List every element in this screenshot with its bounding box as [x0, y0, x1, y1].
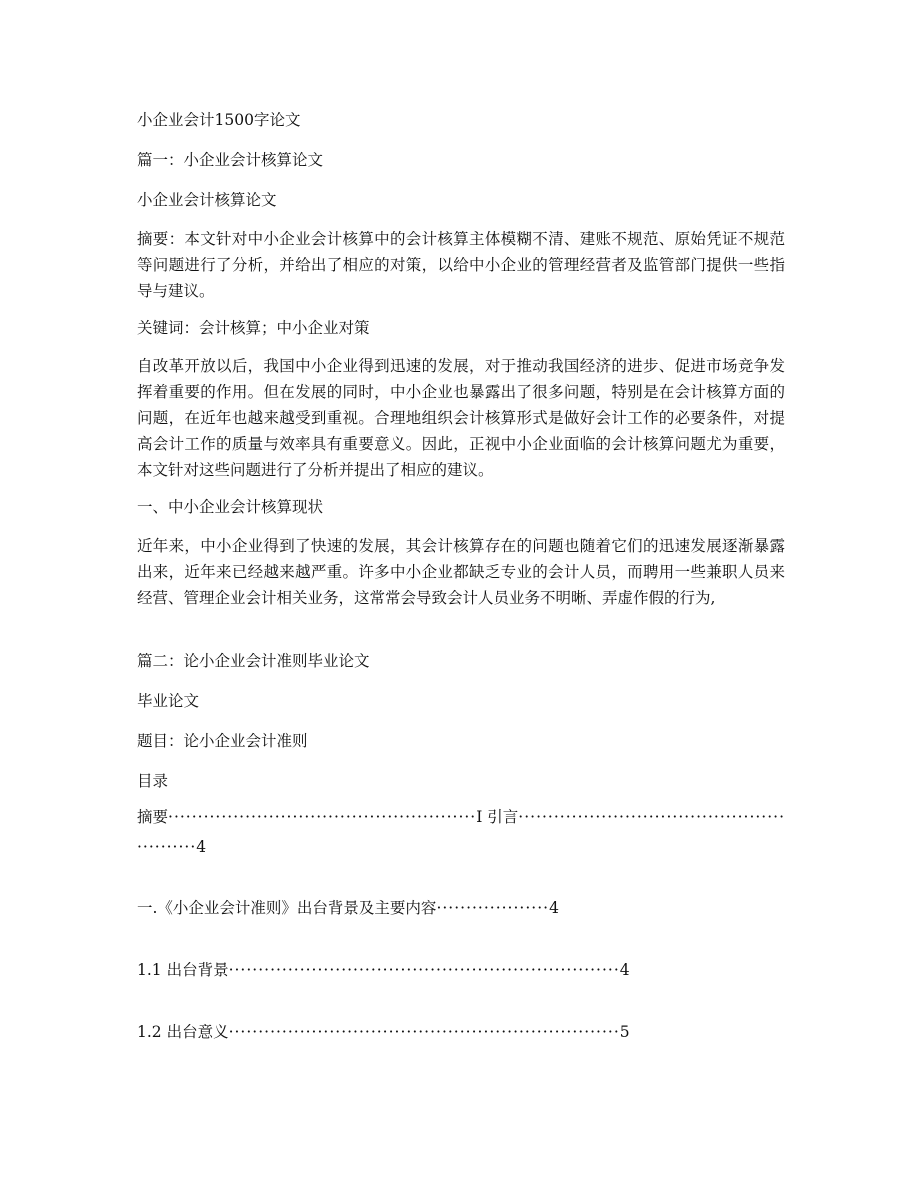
abstract-paragraph: 摘要：本文针对中小企业会计核算中的会计核算主体模糊不清、建账不规范、原始凭证不规范等问题进行了分析，并给出了相应的对策，以给中小企业的管理经营者及监管部门提供一些指导与建议。 [137, 230, 785, 300]
toc-entry-background-content [137, 893, 785, 923]
intro-paragraph: 自改革开放以后，我国中小企业得到迅速的发展，对于推动我国经济的进步、促进市场竞争发挥着重要的作用。但在发展的同时，中小企业也暴露出了很多问题，特别是在会计核算方面的问题，在近年也越来越受到重视。合理地组织会计核算形式是做好会计工作的必要条件，对提高会计工作的质量与效率具有重要意义。因此，正视中小企业面临的会计核算问题尤为重要，本文针对这些问题进行了分析并提出了相应的建议。 [137, 357, 785, 479]
section2-subtitle: 毕业论文 [137, 692, 200, 710]
toc-intro-label: I 引言 [476, 808, 519, 826]
toc-entry-background [137, 955, 785, 985]
toc-entry-significance [137, 1017, 785, 1047]
toc-item2-leader: ·································································· [228, 961, 620, 979]
toc-item1-page: 4 [549, 899, 559, 917]
toc-entry-abstract [137, 802, 785, 862]
toc-item3-leader: ·································································· [228, 1023, 620, 1041]
section1-subtitle: 小企业会计核算论文 [137, 191, 277, 209]
document-title: 小企业会计1500字论文 [137, 111, 301, 129]
toc-item1-leader: ··················· [436, 899, 550, 917]
status-heading: 一、中小企业会计核算现状 [137, 498, 324, 516]
toc-intro-page: 4 [196, 838, 207, 856]
toc-abstract-leader: ····································· [168, 808, 388, 826]
toc-abstract-label: 摘要 [137, 808, 169, 826]
section2-heading: 篇二：论小企业会计准则毕业论文 [137, 652, 370, 670]
status-paragraph: 近年来，中小企业得到了快速的发展，其会计核算存在的问题也随着它们的迅速发展逐渐暴露出来，近年来已经越来越严重。许多中小企业都缺乏专业的会计人员，而聘用一些兼职人员来经营、管理企业会计相关业务，这常常会导致会计人员业务不明晰、弄虚作假的行为, [137, 537, 785, 607]
toc-item2-label: 1.1 出台背景 [137, 961, 229, 979]
section1-heading: 篇一：小企业会计核算论文 [137, 151, 324, 169]
toc-intro-leader: ······················································· [137, 808, 786, 856]
toc-item2-page: 4 [619, 961, 630, 979]
keywords-line: 关键词：会计核算；中小企业对策 [137, 319, 370, 337]
toc-item3-label: 1.2 出台意义 [137, 1023, 229, 1041]
toc-item1-label: 一.《小企业会计准则》出台背景及主要内容 [137, 899, 437, 917]
toc-abstract-leader-2: ··············· [387, 808, 477, 826]
toc-item3-page: 5 [619, 1023, 630, 1041]
topic-line: 题目：论小企业会计准则 [137, 732, 308, 750]
toc-title: 目录 [137, 772, 169, 790]
